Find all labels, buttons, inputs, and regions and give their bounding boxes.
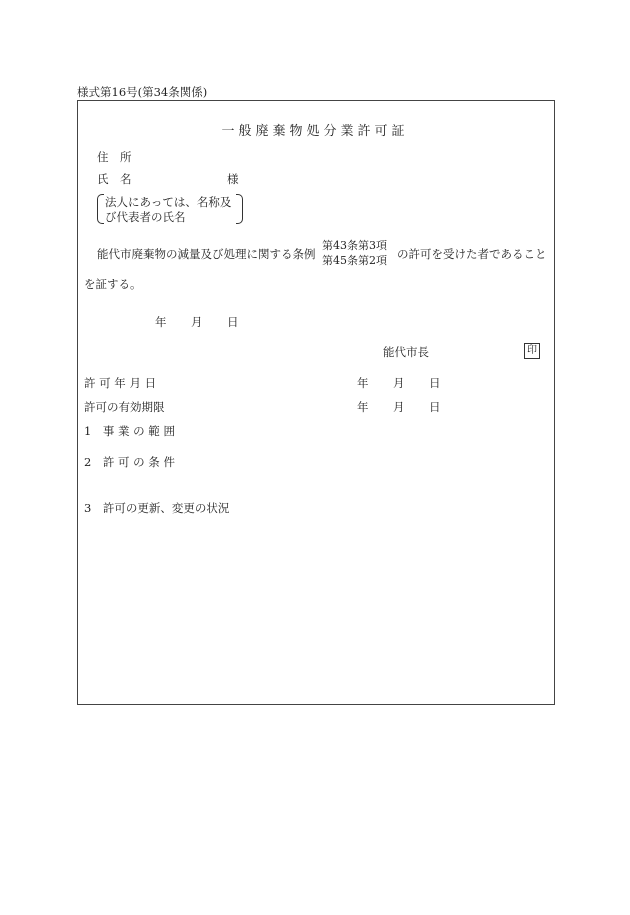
address-label: 住 所: [97, 150, 132, 164]
honorific: 様: [227, 172, 239, 186]
left-bracket: [97, 194, 104, 224]
corporate-note-line1: 法人にあっては、名称及: [105, 195, 232, 209]
issue-day: 日: [227, 315, 239, 329]
article-options: [322, 238, 387, 268]
body-line2: を証する。: [84, 277, 142, 291]
seal-mark: 印: [524, 343, 540, 359]
document-title: 一般廃棄物処分業許可証: [221, 124, 409, 139]
right-bracket: [236, 194, 243, 224]
issue-month: 月: [191, 315, 203, 329]
body-prefix: 能代市廃棄物の減量及び処理に関する条例: [97, 247, 316, 261]
item-permit-conditions: 2 許 可 の 条 件: [84, 455, 175, 469]
permit-date-label: 許 可 年 月 日: [84, 376, 157, 390]
permit-month: 月: [393, 376, 405, 390]
permit-year: 年: [357, 376, 369, 390]
corporate-note-line2: び代表者の氏名: [105, 210, 186, 224]
form-number: 様式第16号(第34条関係): [77, 85, 208, 99]
validity-month: 月: [393, 400, 405, 414]
validity-year: 年: [357, 400, 369, 414]
item-renewal-status: 3 許可の更新、変更の状況: [84, 501, 230, 515]
body-suffix: の許可を受けた者であること: [397, 247, 547, 261]
issuer: 能代市長: [383, 345, 429, 359]
validity-day: 日: [429, 400, 441, 414]
issue-year: 年: [155, 315, 167, 329]
item-business-scope: 1 事 業 の 範 囲: [84, 424, 175, 438]
article-option-1: 第43条第3項: [322, 239, 387, 252]
validity-label: 許可の有効期限: [84, 400, 165, 414]
name-label: 氏 名: [97, 172, 132, 186]
permit-day: 日: [429, 376, 441, 390]
article-option-2: 第45条第2項: [322, 254, 387, 267]
